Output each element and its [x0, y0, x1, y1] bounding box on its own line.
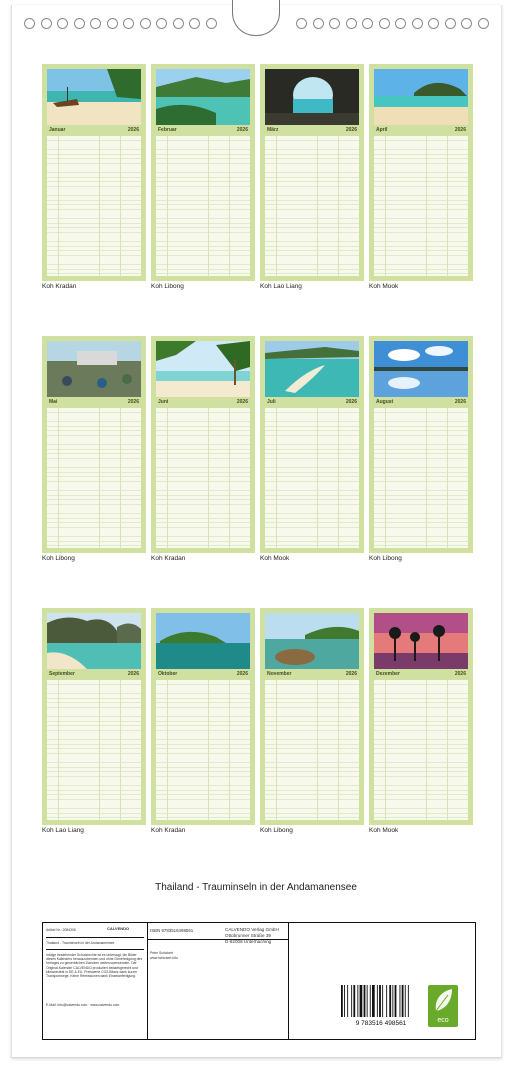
month-header: [156, 125, 250, 135]
column-divider: [99, 408, 100, 548]
month-photo: [47, 613, 141, 669]
column-divider: [167, 408, 168, 548]
day-grid: [374, 680, 468, 820]
publisher-city: D-82008 Unterhaching: [225, 939, 272, 944]
month-photo: [374, 613, 468, 669]
column-divider: [317, 408, 318, 548]
column-divider: [120, 680, 121, 820]
month-header: [156, 669, 250, 679]
info-left-column: [43, 923, 148, 1039]
barcode-bar: [367, 985, 368, 1017]
binding-hole: [313, 18, 324, 29]
month-photo: [156, 341, 250, 397]
month-name: März: [267, 127, 279, 133]
day-grid: [156, 136, 250, 276]
barcode-bar: [364, 985, 366, 1017]
day-grid: [265, 680, 359, 820]
column-divider: [120, 408, 121, 548]
month-card: [260, 608, 364, 825]
month-header: [47, 125, 141, 135]
barcode-bar: [395, 985, 397, 1017]
month-photo: [265, 69, 359, 125]
barcode-bar: [405, 985, 406, 1017]
isbn: ISBN 9783516498561: [150, 928, 194, 933]
column-divider: [385, 136, 386, 276]
column-divider: [229, 136, 230, 276]
photo-caption: Koh Mook: [369, 827, 399, 834]
month-name: Mai: [49, 399, 58, 405]
month-year: 2026: [127, 399, 139, 405]
binding-hole: [189, 18, 200, 29]
month-name: Januar: [49, 127, 66, 133]
binding-hole: [461, 18, 472, 29]
column-divider: [317, 136, 318, 276]
barcode-bar: [344, 985, 345, 1017]
leaf-icon: [428, 985, 458, 1027]
photo-caption: Koh Libong: [42, 555, 75, 562]
binding-hole: [107, 18, 118, 29]
photo-caption: Koh Kradan: [151, 827, 186, 834]
month-photo: [374, 69, 468, 125]
photo-caption: Koh Lao Liang: [260, 283, 302, 290]
barcode-bar: [392, 985, 393, 1017]
photo-caption: Koh Libong: [369, 555, 402, 562]
binding-hole: [74, 18, 85, 29]
binding-hole: [24, 18, 35, 29]
day-grid: [265, 136, 359, 276]
barcode-bar: [360, 985, 363, 1017]
month-year: 2026: [345, 127, 357, 133]
month-name: Oktober: [158, 671, 178, 677]
month-header: [156, 397, 250, 407]
publisher-name: CALVENDO Verlag GmbH: [225, 927, 279, 932]
photo-caption: Koh Libong: [260, 827, 293, 834]
column-divider: [447, 680, 448, 820]
binding-hole: [346, 18, 357, 29]
month-name: Februar: [158, 127, 177, 133]
binding-hole: [123, 18, 134, 29]
binding-holes: [0, 18, 512, 30]
binding-hole: [156, 18, 167, 29]
barcode-bar: [377, 985, 378, 1017]
column-divider: [58, 408, 59, 548]
barcode-bar: [341, 985, 343, 1017]
eco-badge: [428, 985, 458, 1027]
binding-hole: [57, 18, 68, 29]
photo-caption: Koh Kradan: [42, 283, 77, 290]
column-divider: [99, 136, 100, 276]
photo-caption: Koh Mook: [260, 555, 290, 562]
barcode-bar: [357, 985, 358, 1017]
author-url: www.schickert.info: [150, 956, 178, 960]
publisher-street: Ottobrunner Straße 39: [225, 933, 271, 938]
eco-label: eco: [437, 1017, 449, 1024]
binding-hole: [428, 18, 439, 29]
column-divider: [276, 136, 277, 276]
month-photo: [156, 69, 250, 125]
barcode-number: 9 783516 498561: [355, 1020, 407, 1027]
day-grid: [47, 136, 141, 276]
month-photo: [374, 341, 468, 397]
photo-caption: Koh Kradan: [151, 555, 186, 562]
month-header: [374, 397, 468, 407]
column-divider: [208, 408, 209, 548]
month-header: [265, 125, 359, 135]
binding-hole: [206, 18, 217, 29]
barcode-bar: [353, 985, 355, 1017]
month-card: [42, 336, 146, 553]
column-divider: [276, 680, 277, 820]
binding-hole: [362, 18, 373, 29]
month-card: [260, 336, 364, 553]
month-name: November: [267, 671, 292, 677]
barcode-bar: [389, 985, 391, 1017]
barcode-bar: [370, 985, 371, 1017]
day-grid: [156, 680, 250, 820]
day-grid: [374, 408, 468, 548]
photo-caption: Koh Libong: [151, 283, 184, 290]
month-card: [369, 64, 473, 281]
month-name: September: [49, 671, 75, 677]
column-divider: [338, 136, 339, 276]
month-year: 2026: [345, 671, 357, 677]
divider: [46, 937, 144, 938]
month-card: [369, 336, 473, 553]
barcode-bar: [351, 985, 352, 1017]
month-photo: [47, 69, 141, 125]
month-header: [374, 669, 468, 679]
day-grid: [47, 408, 141, 548]
legal-text: Infolge bestehender Schutzrechte ist es untersagt, die Bilder dieses Kalenders herauszutrennen und ohne Genehmigung des Verlages zu gewerblichen Zwecken weiterzuverwenden. Der Original-Kalender CALVENDO produziert bedarfsgerecht und klimaneutral in DE & EU. Preiswerte CO2-Bilanz dank kurzer Transportwege. Keine Remissionen dank Einzelanfertigung.: [46, 953, 143, 979]
month-year: 2026: [236, 399, 248, 405]
binding-hole: [395, 18, 406, 29]
month-photo: [265, 341, 359, 397]
info-panel: [42, 922, 476, 1040]
day-grid: [374, 136, 468, 276]
month-year: 2026: [236, 127, 248, 133]
author-name: Peter Schickert: [150, 951, 173, 955]
month-name: Dezember: [376, 671, 400, 677]
month-year: 2026: [454, 127, 466, 133]
month-year: 2026: [345, 399, 357, 405]
month-card: [42, 608, 146, 825]
column-divider: [229, 680, 230, 820]
month-header: [47, 669, 141, 679]
barcode-bar: [347, 985, 348, 1017]
day-grid: [265, 408, 359, 548]
month-name: Juni: [158, 399, 169, 405]
column-divider: [58, 136, 59, 276]
short-title: Thailand - Trauminseln in der Andamanensee: [46, 941, 115, 945]
column-divider: [447, 136, 448, 276]
column-divider: [208, 680, 209, 820]
barcode-bar: [386, 985, 387, 1017]
binding-hole: [329, 18, 340, 29]
barcode: [337, 983, 425, 1027]
barcode-bar: [408, 985, 409, 1017]
binding-hole: [90, 18, 101, 29]
month-card: [42, 64, 146, 281]
column-divider: [426, 680, 427, 820]
month-name: April: [376, 127, 388, 133]
month-year: 2026: [454, 399, 466, 405]
contact-info: E-Mail: info@calvendo.com · www.calvendo.com: [46, 1003, 120, 1007]
binding-hole: [379, 18, 390, 29]
column-divider: [167, 136, 168, 276]
publisher-logo: CALVENDO: [107, 926, 130, 931]
column-divider: [447, 408, 448, 548]
month-card: [369, 608, 473, 825]
calendar-title: Thailand - Trauminseln in der Andamanensee: [155, 882, 357, 893]
month-card: [151, 64, 255, 281]
day-grid: [47, 680, 141, 820]
month-header: [265, 397, 359, 407]
month-card: [260, 64, 364, 281]
month-year: 2026: [454, 671, 466, 677]
barcode-bar: [372, 985, 375, 1017]
column-divider: [317, 680, 318, 820]
month-name: Juli: [267, 399, 276, 405]
column-divider: [426, 136, 427, 276]
month-photo: [47, 341, 141, 397]
binding-hole: [173, 18, 184, 29]
month-year: 2026: [236, 671, 248, 677]
binding-hole: [140, 18, 151, 29]
binding-hole: [412, 18, 423, 29]
photo-caption: Koh Mook: [369, 283, 399, 290]
month-year: 2026: [127, 127, 139, 133]
column-divider: [58, 680, 59, 820]
barcode-bar: [379, 985, 381, 1017]
column-divider: [167, 680, 168, 820]
month-photo: [156, 613, 250, 669]
month-card: [151, 608, 255, 825]
column-divider: [338, 680, 339, 820]
month-year: 2026: [127, 671, 139, 677]
column-divider: [385, 408, 386, 548]
month-header: [265, 669, 359, 679]
barcode-bar: [400, 985, 401, 1017]
month-header: [47, 397, 141, 407]
column-divider: [208, 136, 209, 276]
binding-hole: [478, 18, 489, 29]
month-card: [151, 336, 255, 553]
column-divider: [276, 408, 277, 548]
column-divider: [99, 680, 100, 820]
day-grid: [156, 408, 250, 548]
photo-caption: Koh Lao Liang: [42, 827, 84, 834]
column-divider: [229, 408, 230, 548]
column-divider: [426, 408, 427, 548]
column-divider: [120, 136, 121, 276]
binding-hole: [41, 18, 52, 29]
article-number: Artikel Nr.: 2084306: [46, 928, 76, 932]
binding-hole: [445, 18, 456, 29]
column-divider: [338, 408, 339, 548]
barcode-bar: [382, 985, 383, 1017]
divider: [46, 949, 144, 950]
column-divider: [385, 680, 386, 820]
month-header: [374, 125, 468, 135]
month-photo: [265, 613, 359, 669]
barcode-bar: [402, 985, 404, 1017]
binding-hole: [296, 18, 307, 29]
month-name: August: [376, 399, 394, 405]
